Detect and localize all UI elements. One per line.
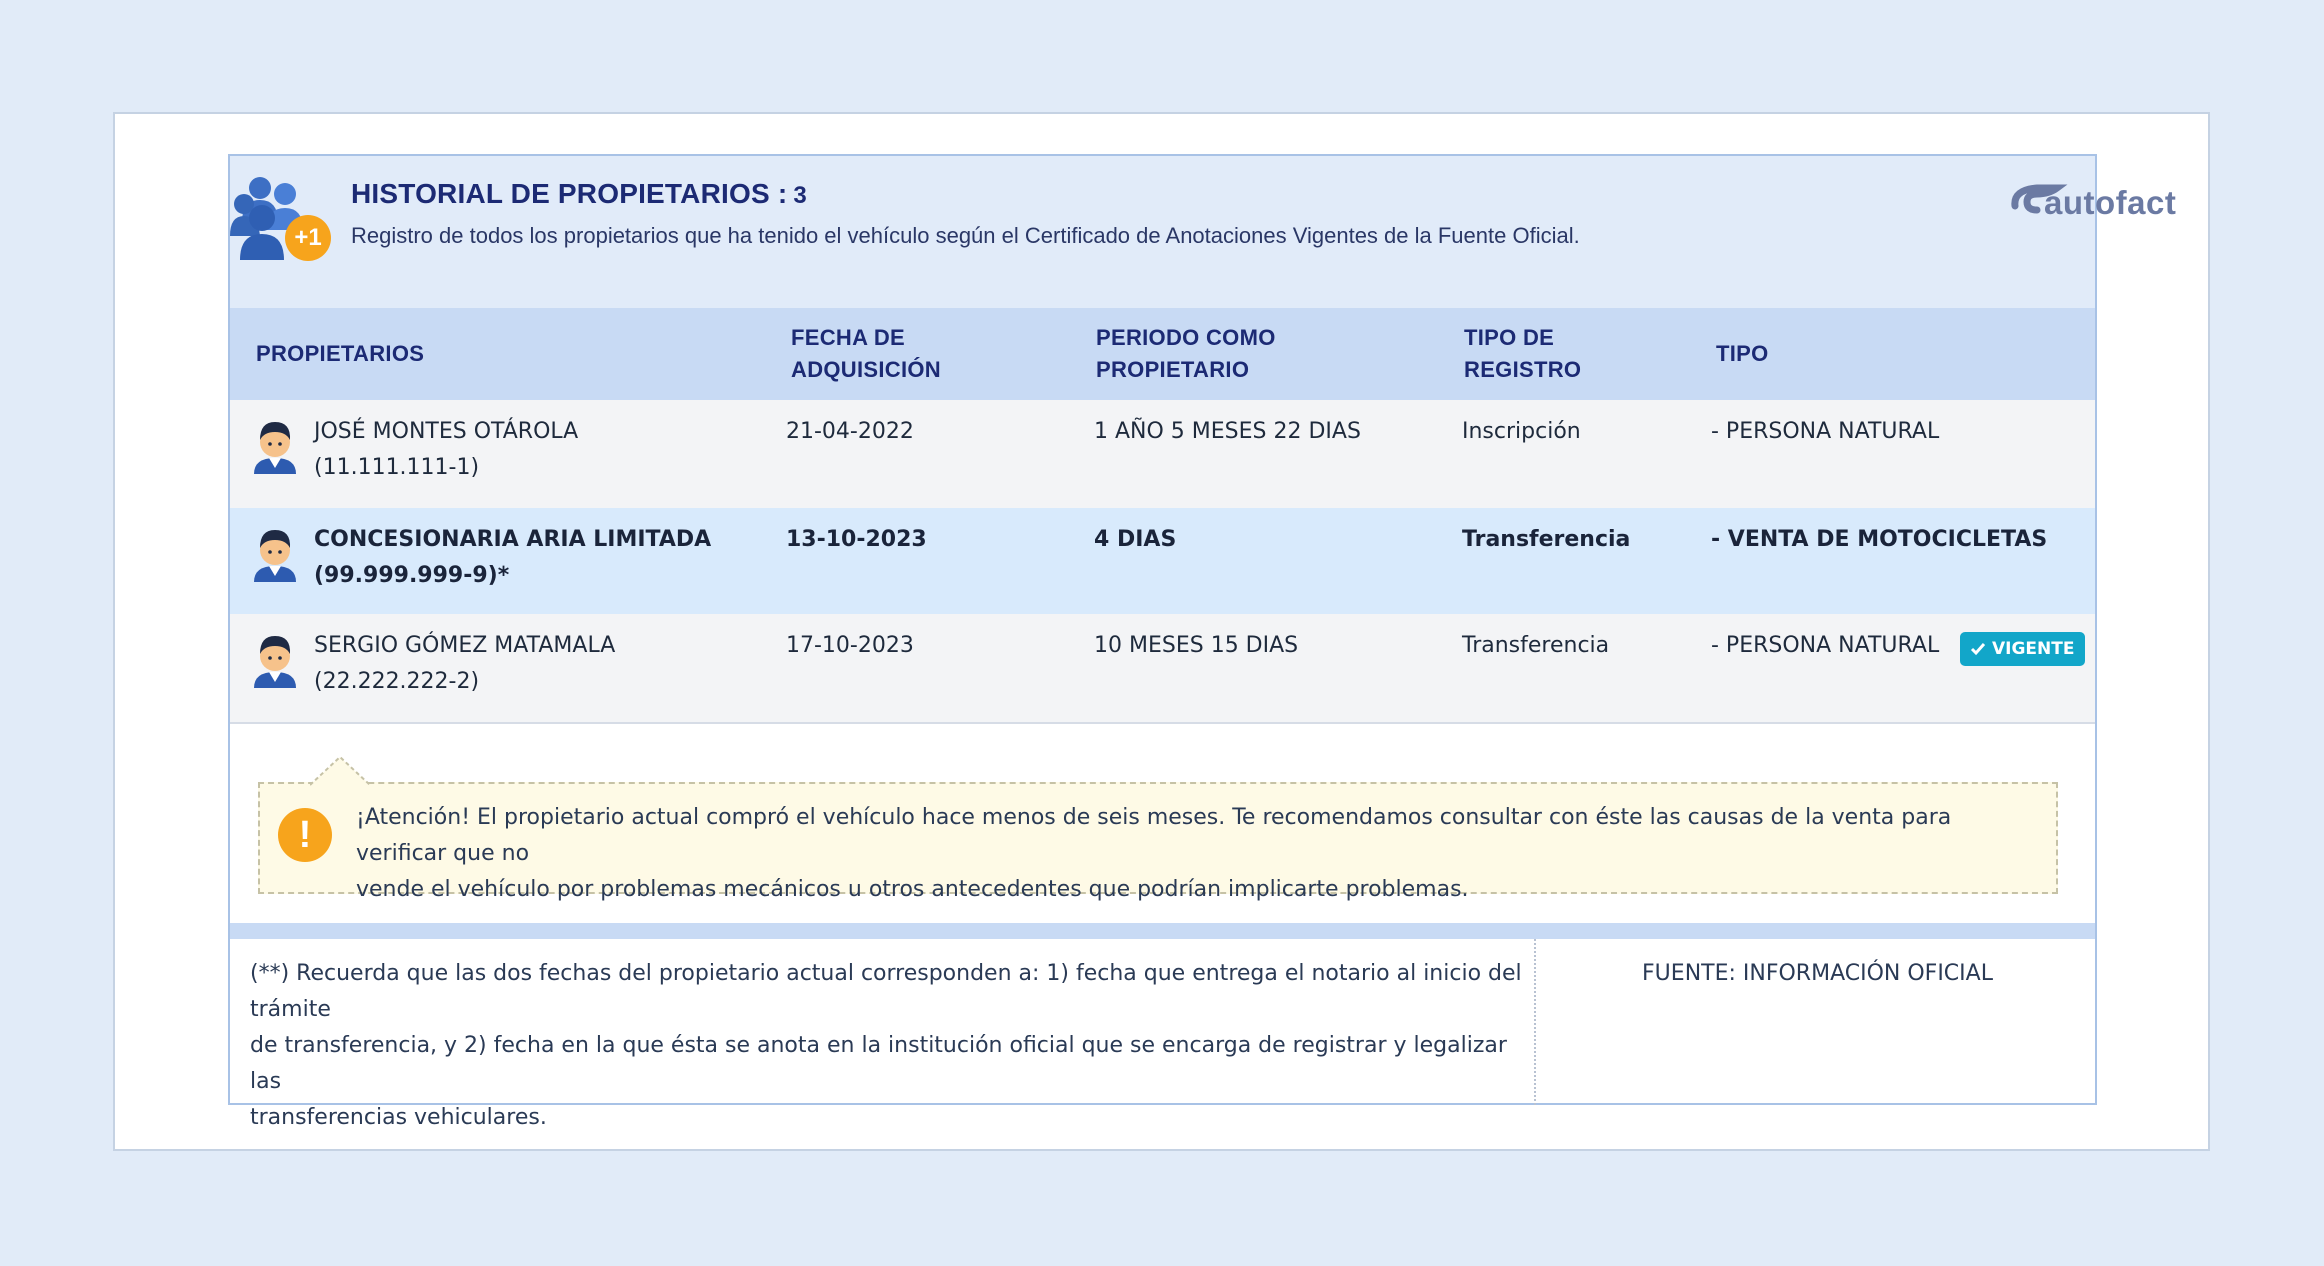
ownership-period: 1 AÑO 5 MESES 22 DIAS xyxy=(1094,419,1361,444)
user-avatar-icon xyxy=(250,634,300,688)
owner-name: SERGIO GÓMEZ MATAMALA xyxy=(314,633,616,658)
footnote xyxy=(250,956,1530,1136)
table-row xyxy=(230,508,2095,614)
table-row xyxy=(230,400,2095,508)
alert-line: ¡Atención! El propietario actual compró el vehículo hace menos de seis meses. Te recomendamos consultar con éste las causas de la venta para verificar que no xyxy=(356,805,1952,866)
ownership-period: 10 MESES 15 DIAS xyxy=(1094,633,1299,658)
title-text: HISTORIAL DE PROPIETARIOS : xyxy=(351,178,788,209)
page-title xyxy=(351,178,807,210)
table-header xyxy=(230,308,2095,400)
col-header-date-line2: ADQUISICIÓN xyxy=(791,357,941,382)
col-header-reg-type xyxy=(1464,322,1581,386)
acquisition-date: 21-04-2022 xyxy=(786,419,914,444)
source-label: FUENTE: INFORMACIÓN OFICIAL xyxy=(1642,961,1993,986)
registration-type: Transferencia xyxy=(1462,527,1631,552)
owner-rut: (99.999.999-9)* xyxy=(314,563,510,588)
vigente-badge xyxy=(1960,632,2085,666)
footnote-line: de transferencia, y 2) fecha en la que ésta se anota en la institución oficial que se encarga de registrar y legalizar las xyxy=(250,1033,1507,1094)
owner-name: JOSÉ MONTES OTÁROLA xyxy=(314,419,579,444)
owner-type: - PERSONA NATURAL xyxy=(1711,419,1940,444)
alert-message xyxy=(356,800,2036,908)
panel-header xyxy=(230,156,2177,308)
alert-line: vende el vehículo por problemas mecánicos u otros antecedentes que podrían implicarte problemas. xyxy=(356,877,1469,902)
col-header-period-line1: PERIODO COMO xyxy=(1096,325,1276,350)
owner-count: 3 xyxy=(793,182,807,209)
user-avatar-icon xyxy=(250,420,300,474)
footnote-line: (**) Recuerda que las dos fechas del propietario actual corresponden a: 1) fecha que entrega el notario al inicio del trámite xyxy=(250,961,1522,1022)
col-header-type: TIPO xyxy=(1716,341,1769,366)
owner-rut: (11.111.111-1) xyxy=(314,455,480,480)
owner-cell xyxy=(314,628,615,700)
col-header-reg-type-line1: TIPO DE xyxy=(1464,325,1555,350)
section-divider xyxy=(230,923,2095,939)
registration-type: Inscripción xyxy=(1462,419,1581,444)
owner-cell xyxy=(314,414,578,486)
owner-rut: (22.222.222-2) xyxy=(314,669,480,694)
col-header-period-line2: PROPIETARIO xyxy=(1096,357,1250,382)
ownership-period: 4 DIAS xyxy=(1094,527,1177,552)
report-card xyxy=(113,112,2210,1151)
warning-icon: ! xyxy=(278,808,332,862)
owners-history-panel xyxy=(228,154,2177,1130)
owner-type: - VENTA DE MOTOCICLETAS xyxy=(1711,527,2048,552)
warning-alert xyxy=(258,782,2058,902)
user-avatar-icon xyxy=(250,528,300,582)
col-header-date xyxy=(791,322,941,386)
footnote-line: transferencias vehiculares. xyxy=(250,1105,547,1130)
owner-count-badge: +1 xyxy=(285,215,331,261)
autofact-logo-text: autofact xyxy=(2044,184,2177,221)
page-subtitle: Registro de todos los propietarios que ha tenido el vehículo según el Certificado de Anotaciones Vigentes de la Fuente Oficial. xyxy=(351,223,1580,248)
col-header-owners: PROPIETARIOS xyxy=(256,341,425,366)
col-header-reg-type-line2: REGISTRO xyxy=(1464,357,1582,382)
col-header-date-line1: FECHA DE xyxy=(791,325,906,350)
owner-name: CONCESIONARIA ARIA LIMITADA xyxy=(314,527,712,552)
owner-cell xyxy=(314,522,711,594)
check-icon xyxy=(1970,642,1986,656)
alert-pointer xyxy=(310,756,370,786)
acquisition-date: 13-10-2023 xyxy=(786,527,927,552)
owner-type: - PERSONA NATURAL xyxy=(1711,633,1940,658)
table-row xyxy=(230,614,2095,724)
registration-type: Transferencia xyxy=(1462,633,1610,658)
col-header-period xyxy=(1096,322,1276,386)
vigente-label: VIGENTE xyxy=(1992,639,2075,659)
acquisition-date: 17-10-2023 xyxy=(786,633,914,658)
